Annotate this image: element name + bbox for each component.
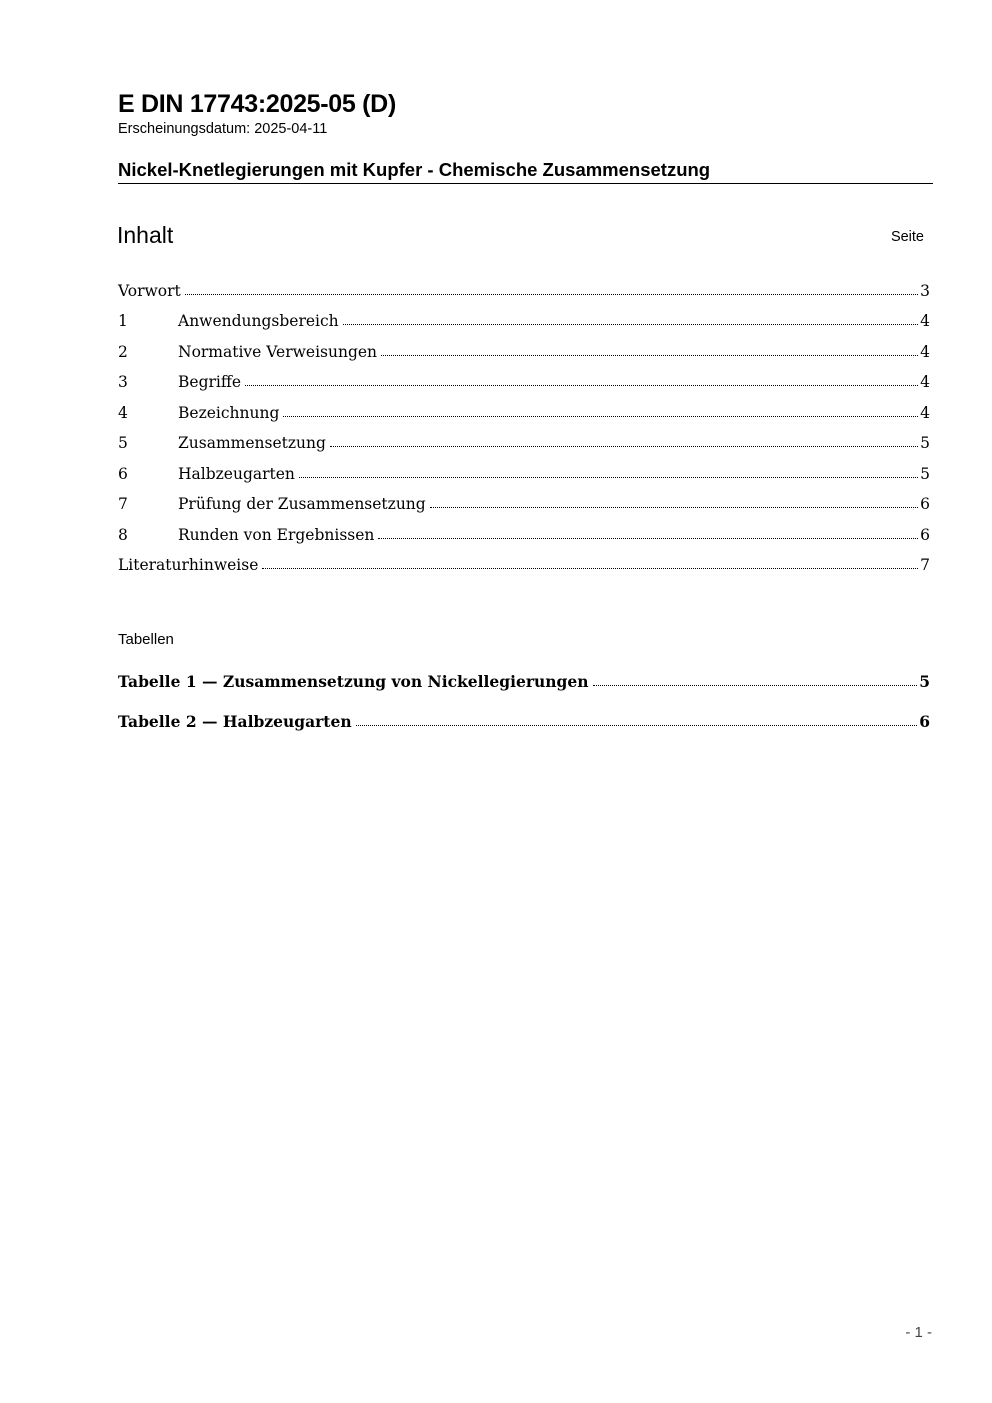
toc-entry-bezeichnung[interactable]: [118, 398, 930, 422]
toc-entry-label: Prüfung der Zusammensetzung: [178, 495, 426, 513]
toc-entry-anwendungsbereich[interactable]: [118, 306, 930, 330]
toc-entry-page: 5: [920, 434, 930, 452]
toc-entry-page: 6: [920, 526, 930, 544]
tables-heading: Tabellen: [118, 631, 174, 648]
dot-leader: [343, 324, 918, 325]
dot-leader: [245, 385, 918, 386]
toc-entry-number: 4: [118, 404, 128, 422]
toc-entry-page: 4: [920, 312, 930, 330]
toc-entry-label: Zusammensetzung: [178, 434, 326, 452]
toc-entry-label: Literaturhinweise: [118, 556, 259, 574]
table-entry-label: Tabelle 2 — Halbzeugarten: [118, 712, 352, 731]
dot-leader: [356, 725, 918, 726]
dot-leader: [378, 538, 918, 539]
table-entry-2[interactable]: [118, 707, 930, 731]
toc-entry-label: Runden von Ergebnissen: [178, 526, 375, 544]
toc-entry-label: Anwendungsbereich: [178, 312, 339, 330]
dot-leader: [430, 507, 918, 508]
dot-leader: [185, 294, 918, 295]
toc-entry-number: 1: [118, 312, 128, 330]
dot-leader: [593, 685, 918, 686]
dot-leader: [381, 355, 918, 356]
publication-date: Erscheinungsdatum: 2025-04-11: [118, 121, 328, 137]
toc-entry-label: Vorwort: [118, 282, 181, 300]
page-number: - 1 -: [905, 1324, 932, 1341]
table-entry-page: 5: [919, 672, 930, 691]
toc-entry-number: 6: [118, 465, 128, 483]
table-entry-label: Tabelle 1 — Zusammensetzung von Nickellegierungen: [118, 672, 589, 691]
toc-entry-page: 4: [920, 343, 930, 361]
toc-entry-begriffe[interactable]: [118, 367, 930, 391]
toc-entry-number: 3: [118, 373, 128, 391]
document-title: Nickel-Knetlegierungen mit Kupfer - Chemische Zusammensetzung: [118, 159, 933, 184]
table-entry-1[interactable]: [118, 667, 930, 691]
toc-entry-vorwort[interactable]: [118, 276, 930, 300]
toc-entry-number: 2: [118, 343, 128, 361]
toc-entry-label: Halbzeugarten: [178, 465, 295, 483]
dot-leader: [330, 446, 918, 447]
toc-entry-page: 4: [920, 373, 930, 391]
toc-entry-normative-verweisungen[interactable]: [118, 337, 930, 361]
toc-entry-page: 7: [920, 556, 930, 574]
dot-leader: [299, 477, 918, 478]
toc-entry-number: 5: [118, 434, 128, 452]
toc-entry-halbzeugarten[interactable]: [118, 459, 930, 483]
toc-entry-page: 4: [920, 404, 930, 422]
toc-entry-page: 6: [920, 495, 930, 513]
table-entry-page: 6: [919, 712, 930, 731]
toc-entry-number: 8: [118, 526, 128, 544]
dot-leader: [262, 568, 918, 569]
toc-entry-pruefung[interactable]: [118, 489, 930, 513]
toc-entry-literaturhinweise[interactable]: [118, 550, 930, 574]
document-id: E DIN 17743:2025-05 (D): [118, 90, 396, 118]
toc-entry-label: Bezeichnung: [178, 404, 280, 422]
toc-entry-page: 3: [920, 282, 930, 300]
toc-entry-zusammensetzung[interactable]: [118, 428, 930, 452]
toc-entry-number: 7: [118, 495, 128, 513]
toc-entry-page: 5: [920, 465, 930, 483]
toc-entry-label: Begriffe: [178, 373, 242, 391]
dot-leader: [283, 416, 918, 417]
toc-heading: Inhalt: [117, 222, 174, 248]
page-column-label: Seite: [890, 229, 924, 245]
toc-entry-label: Normative Verweisungen: [178, 343, 378, 361]
toc-entry-runden[interactable]: [118, 520, 930, 544]
